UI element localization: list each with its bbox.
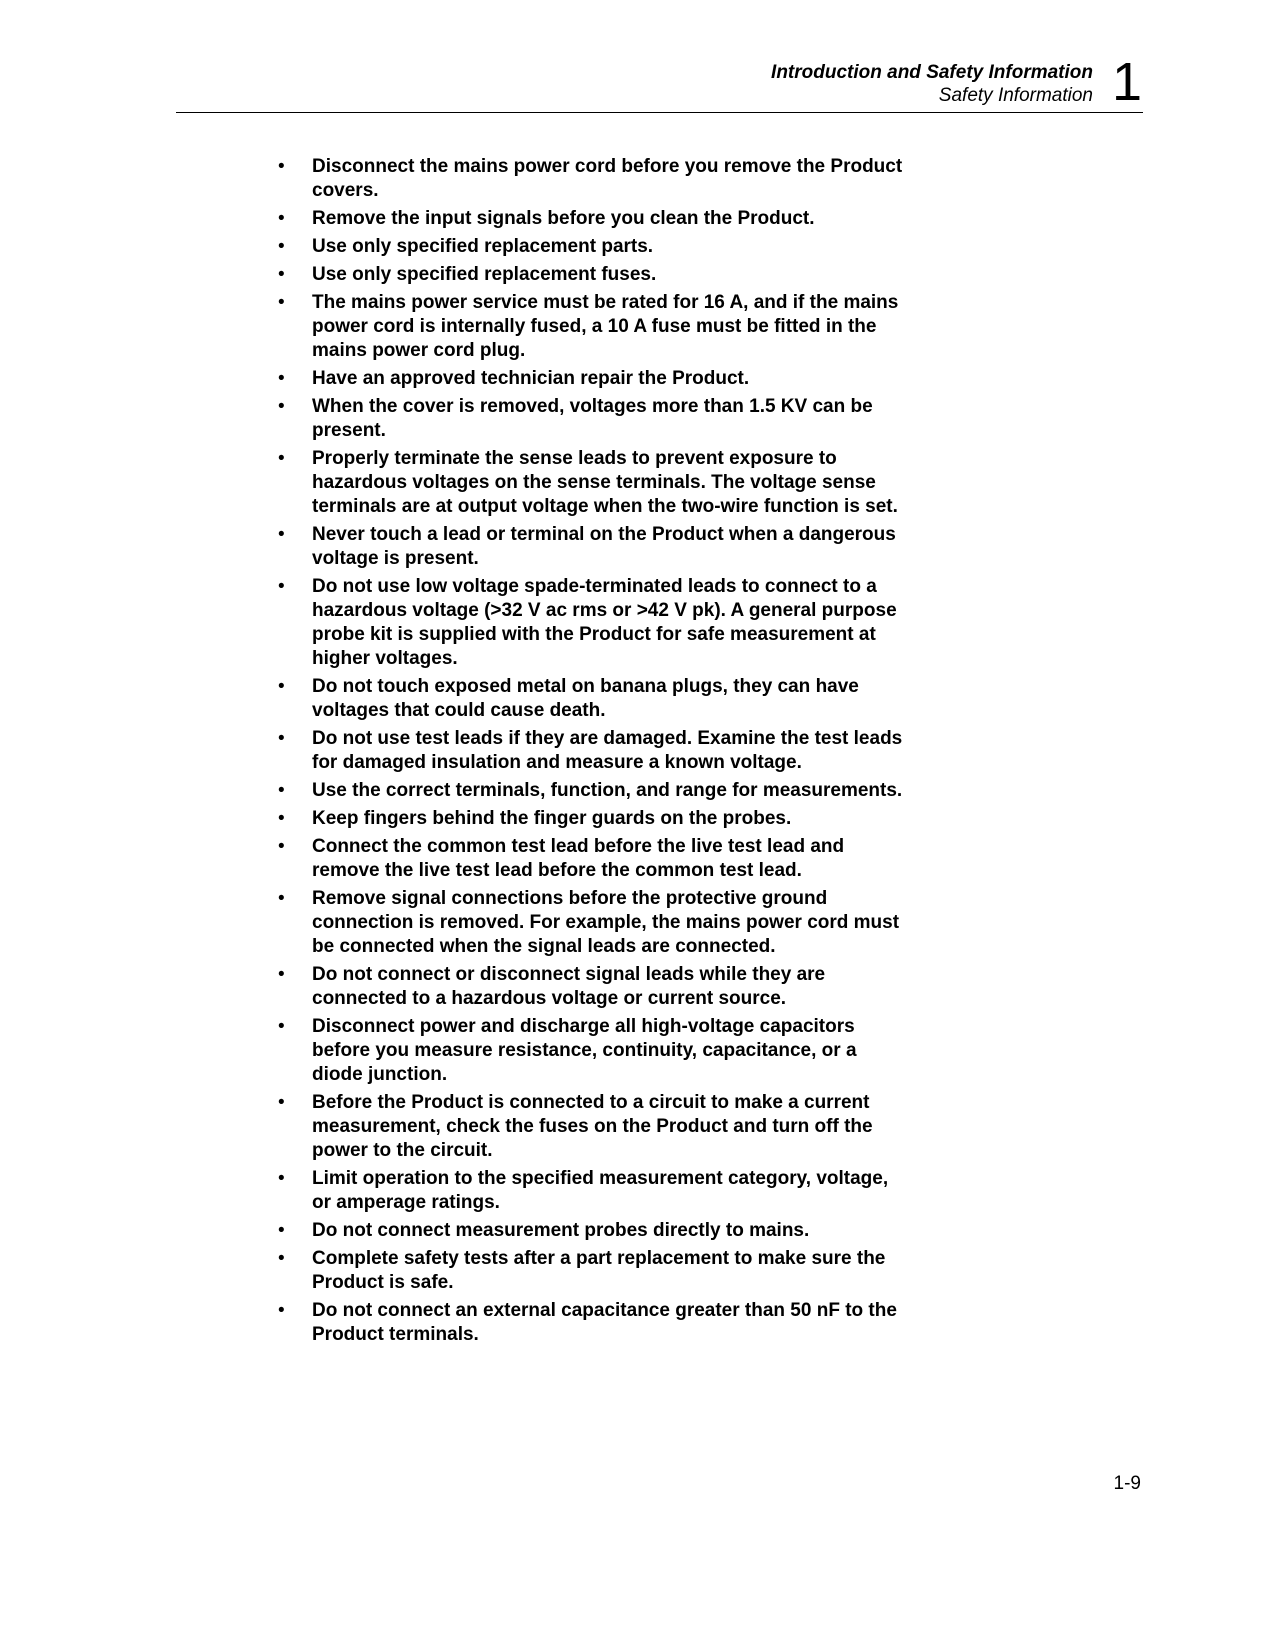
- list-item-text: Use the correct terminals, function, and range for measurements.: [312, 780, 903, 801]
- running-header: [771, 61, 1093, 107]
- list-item-text: Do not connect an external capacitance greater than 50 nF to the: [312, 1300, 897, 1321]
- list-item-text: Disconnect the mains power cord before you remove the Product: [312, 156, 903, 177]
- list-item: [278, 807, 902, 831]
- list-item-text: Do not touch exposed metal on banana plugs, they can have: [312, 676, 859, 697]
- list-item-text: Properly terminate the sense leads to prevent exposure to: [312, 448, 837, 469]
- bullet-icon: •: [278, 1300, 285, 1321]
- list-item: [278, 291, 902, 363]
- list-item-text: present.: [312, 420, 386, 441]
- list-item-text: for damaged insulation and measure a known voltage.: [312, 752, 802, 773]
- list-item-text: remove the live test lead before the common test lead.: [312, 860, 802, 881]
- list-item-text: power cord is internally fused, a 10 A fuse must be fitted in the: [312, 316, 877, 337]
- list-item: [278, 1247, 902, 1295]
- header-rule: [176, 112, 1143, 113]
- list-item-text: Remove signal connections before the protective ground: [312, 888, 828, 909]
- list-item-text: Do not use test leads if they are damaged. Examine the test leads: [312, 728, 903, 749]
- bullet-icon: •: [278, 1016, 285, 1037]
- list-item-text: terminals are at output voltage when the two-wire function is set.: [312, 496, 898, 517]
- list-item: [278, 675, 902, 723]
- list-item: [278, 1219, 902, 1243]
- list-item: [278, 835, 902, 883]
- list-item-text: power to the circuit.: [312, 1140, 493, 1161]
- list-item-text: before you measure resistance, continuity, capacitance, or a: [312, 1040, 857, 1061]
- list-item-text: Do not connect or disconnect signal leads while they are: [312, 964, 826, 985]
- list-item-text: voltage is present.: [312, 548, 479, 569]
- bullet-icon: •: [278, 576, 285, 597]
- list-item: [278, 1091, 902, 1163]
- list-item: [278, 207, 902, 231]
- list-item: [278, 523, 902, 571]
- bullet-icon: •: [278, 208, 285, 229]
- bullet-icon: •: [278, 888, 285, 909]
- section-title: Safety Information: [938, 85, 1093, 106]
- bullet-icon: •: [278, 292, 285, 313]
- list-item: [278, 1167, 902, 1215]
- list-item-text: Connect the common test lead before the live test lead and: [312, 836, 845, 857]
- list-item-text: measurement, check the fuses on the Product and turn off the: [312, 1116, 873, 1137]
- list-item: [278, 155, 902, 203]
- list-item: [278, 367, 902, 391]
- safety-warning-list: [278, 155, 902, 1351]
- list-item-text: hazardous voltage (>32 V ac rms or >42 V pk). A general purpose: [312, 600, 897, 621]
- list-item: [278, 575, 902, 671]
- bullet-icon: •: [278, 836, 285, 857]
- list-item-text: voltages that could cause death.: [312, 700, 606, 721]
- chapter-number: 1: [1112, 52, 1143, 112]
- bullet-icon: •: [278, 448, 285, 469]
- bullet-icon: •: [278, 236, 285, 257]
- bullet-icon: •: [278, 1248, 285, 1269]
- bullet-icon: •: [278, 808, 285, 829]
- list-item-text: Before the Product is connected to a circuit to make a current: [312, 1092, 870, 1113]
- bullet-icon: •: [278, 524, 285, 545]
- list-item-text: mains power cord plug.: [312, 340, 526, 361]
- list-item: [278, 447, 902, 519]
- bullet-icon: •: [278, 1168, 285, 1189]
- list-item-text: covers.: [312, 180, 379, 201]
- list-item-text: Do not connect measurement probes directly to mains.: [312, 1220, 810, 1241]
- list-item-text: Product is safe.: [312, 1272, 454, 1293]
- chapter-title: Introduction and Safety Information: [771, 62, 1093, 83]
- list-item-text: diode junction.: [312, 1064, 448, 1085]
- list-item-text: hazardous voltages on the sense terminals. The voltage sense: [312, 472, 876, 493]
- list-item-text: Disconnect power and discharge all high-voltage capacitors: [312, 1016, 855, 1037]
- bullet-icon: •: [278, 264, 285, 285]
- bullet-icon: •: [278, 396, 285, 417]
- list-item: [278, 887, 902, 959]
- list-item-text: Keep fingers behind the finger guards on the probes.: [312, 808, 792, 829]
- list-item: [278, 395, 902, 443]
- list-item: [278, 263, 902, 287]
- list-item-text: Product terminals.: [312, 1324, 479, 1345]
- list-item-text: connection is removed. For example, the mains power cord must: [312, 912, 900, 933]
- page-number: 1-9: [1113, 1473, 1141, 1494]
- list-item-text: Complete safety tests after a part replacement to make sure the: [312, 1248, 886, 1269]
- list-item-text: probe kit is supplied with the Product for safe measurement at: [312, 624, 876, 645]
- bullet-icon: •: [278, 156, 285, 177]
- list-item: [278, 1299, 902, 1347]
- list-item-text: Never touch a lead or terminal on the Product when a dangerous: [312, 524, 896, 545]
- list-item-text: Remove the input signals before you clean the Product.: [312, 208, 815, 229]
- bullet-icon: •: [278, 368, 285, 389]
- bullet-icon: •: [278, 728, 285, 749]
- list-item-text: Limit operation to the specified measurement category, voltage,: [312, 1168, 889, 1189]
- list-item-text: When the cover is removed, voltages more than 1.5 KV can be: [312, 396, 873, 417]
- list-item-text: Have an approved technician repair the Product.: [312, 368, 750, 389]
- bullet-icon: •: [278, 676, 285, 697]
- list-item-text: higher voltages.: [312, 648, 458, 669]
- list-item-text: Use only specified replacement parts.: [312, 236, 654, 257]
- list-item-text: The mains power service must be rated for 16 A, and if the mains: [312, 292, 899, 313]
- list-item: [278, 235, 902, 259]
- bullet-icon: •: [278, 1092, 285, 1113]
- bullet-icon: •: [278, 780, 285, 801]
- list-item-text: or amperage ratings.: [312, 1192, 500, 1213]
- list-item: [278, 963, 902, 1011]
- list-item: [278, 779, 902, 803]
- list-item-text: Do not use low voltage spade-terminated leads to connect to a: [312, 576, 877, 597]
- bullet-icon: •: [278, 964, 285, 985]
- list-item-text: connected to a hazardous voltage or current source.: [312, 988, 787, 1009]
- list-item-text: Use only specified replacement fuses.: [312, 264, 657, 285]
- list-item-text: be connected when the signal leads are connected.: [312, 936, 776, 957]
- list-item: [278, 1015, 902, 1087]
- bullet-icon: •: [278, 1220, 285, 1241]
- list-item: [278, 727, 902, 775]
